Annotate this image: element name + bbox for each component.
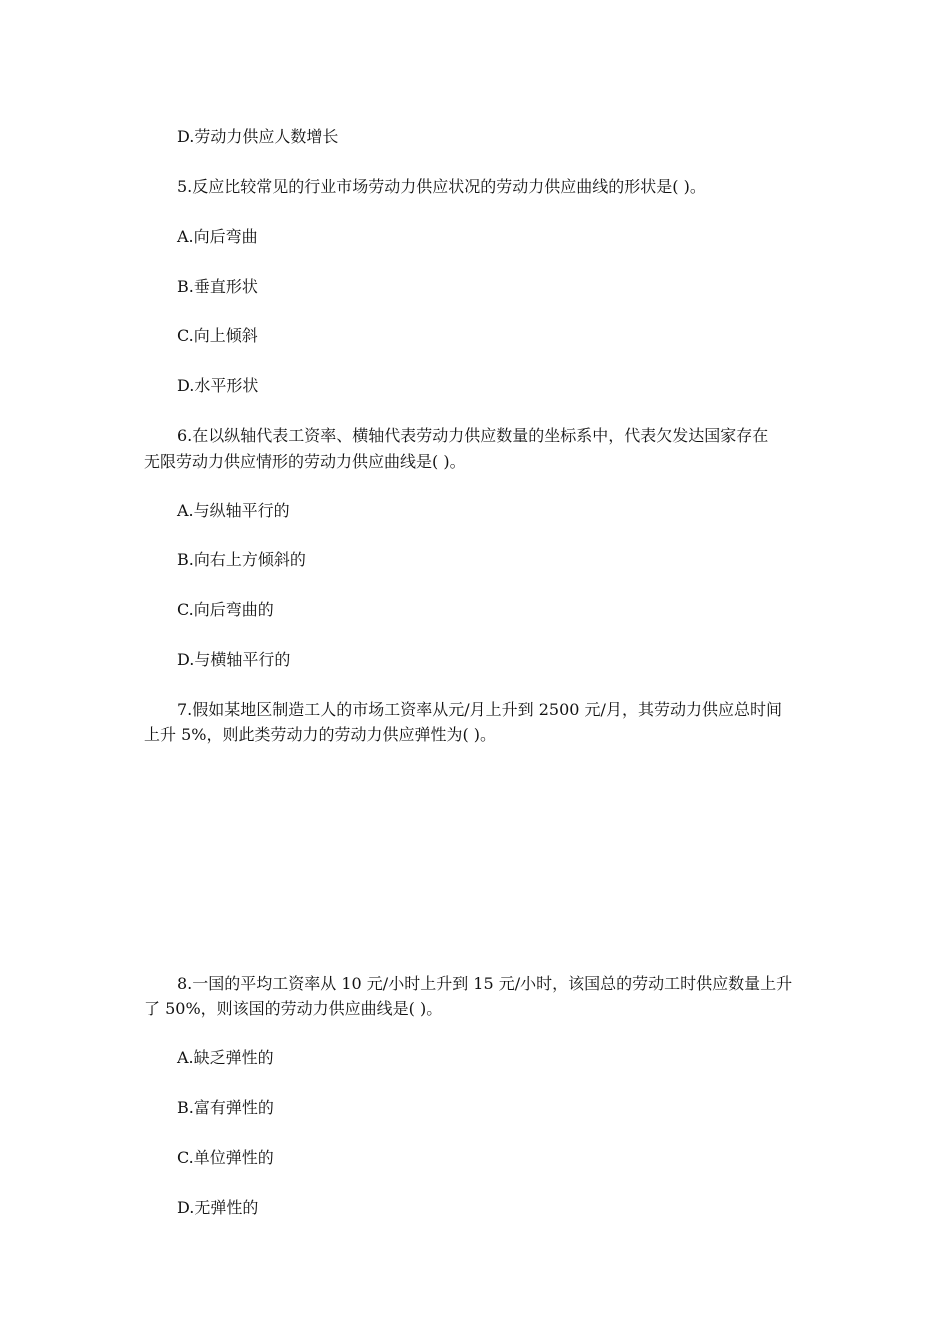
option-text: B.垂直形状 xyxy=(177,277,258,296)
option-text: D.水平形状 xyxy=(177,376,259,395)
question-text-continued: 上升 5%，则此类劳动力的劳动力供应弹性为( )。 xyxy=(144,725,497,744)
question-text: 5.反应比较常见的行业市场劳动力供应状况的劳动力供应曲线的形状是( )。 xyxy=(177,177,706,196)
option-text: D.无弹性的 xyxy=(177,1198,259,1217)
option-text: D.劳动力供应人数增长 xyxy=(177,127,339,146)
option-text: A.与纵轴平行的 xyxy=(177,501,290,520)
question-text-continued: 了 50%，则该国的劳动力供应曲线是( )。 xyxy=(144,999,443,1018)
option-text: A.缺乏弹性的 xyxy=(177,1048,274,1067)
option-text: B.向右上方倾斜的 xyxy=(177,550,306,569)
option-text: A.向后弯曲 xyxy=(177,227,258,246)
option-text: D.与横轴平行的 xyxy=(177,650,291,669)
question-text: 8.一国的平均工资率从 10 元/小时上升到 15 元/小时，该国总的劳动工时供应数量上升 xyxy=(177,974,793,993)
option-text: C.向上倾斜 xyxy=(177,326,258,345)
question-text: 7.假如某地区制造工人的市场工资率从元/月上升到 2500 元/月，其劳动力供应总时间 xyxy=(177,700,782,719)
option-text: C.向后弯曲的 xyxy=(177,600,274,619)
option-text: B.富有弹性的 xyxy=(177,1098,274,1117)
question-text: 6.在以纵轴代表工资率、横轴代表劳动力供应数量的坐标系中，代表欠发达国家存在 xyxy=(177,426,769,445)
question-text-continued: 无限劳动力供应情形的劳动力供应曲线是( )。 xyxy=(144,452,466,471)
option-text: C.单位弹性的 xyxy=(177,1148,274,1167)
